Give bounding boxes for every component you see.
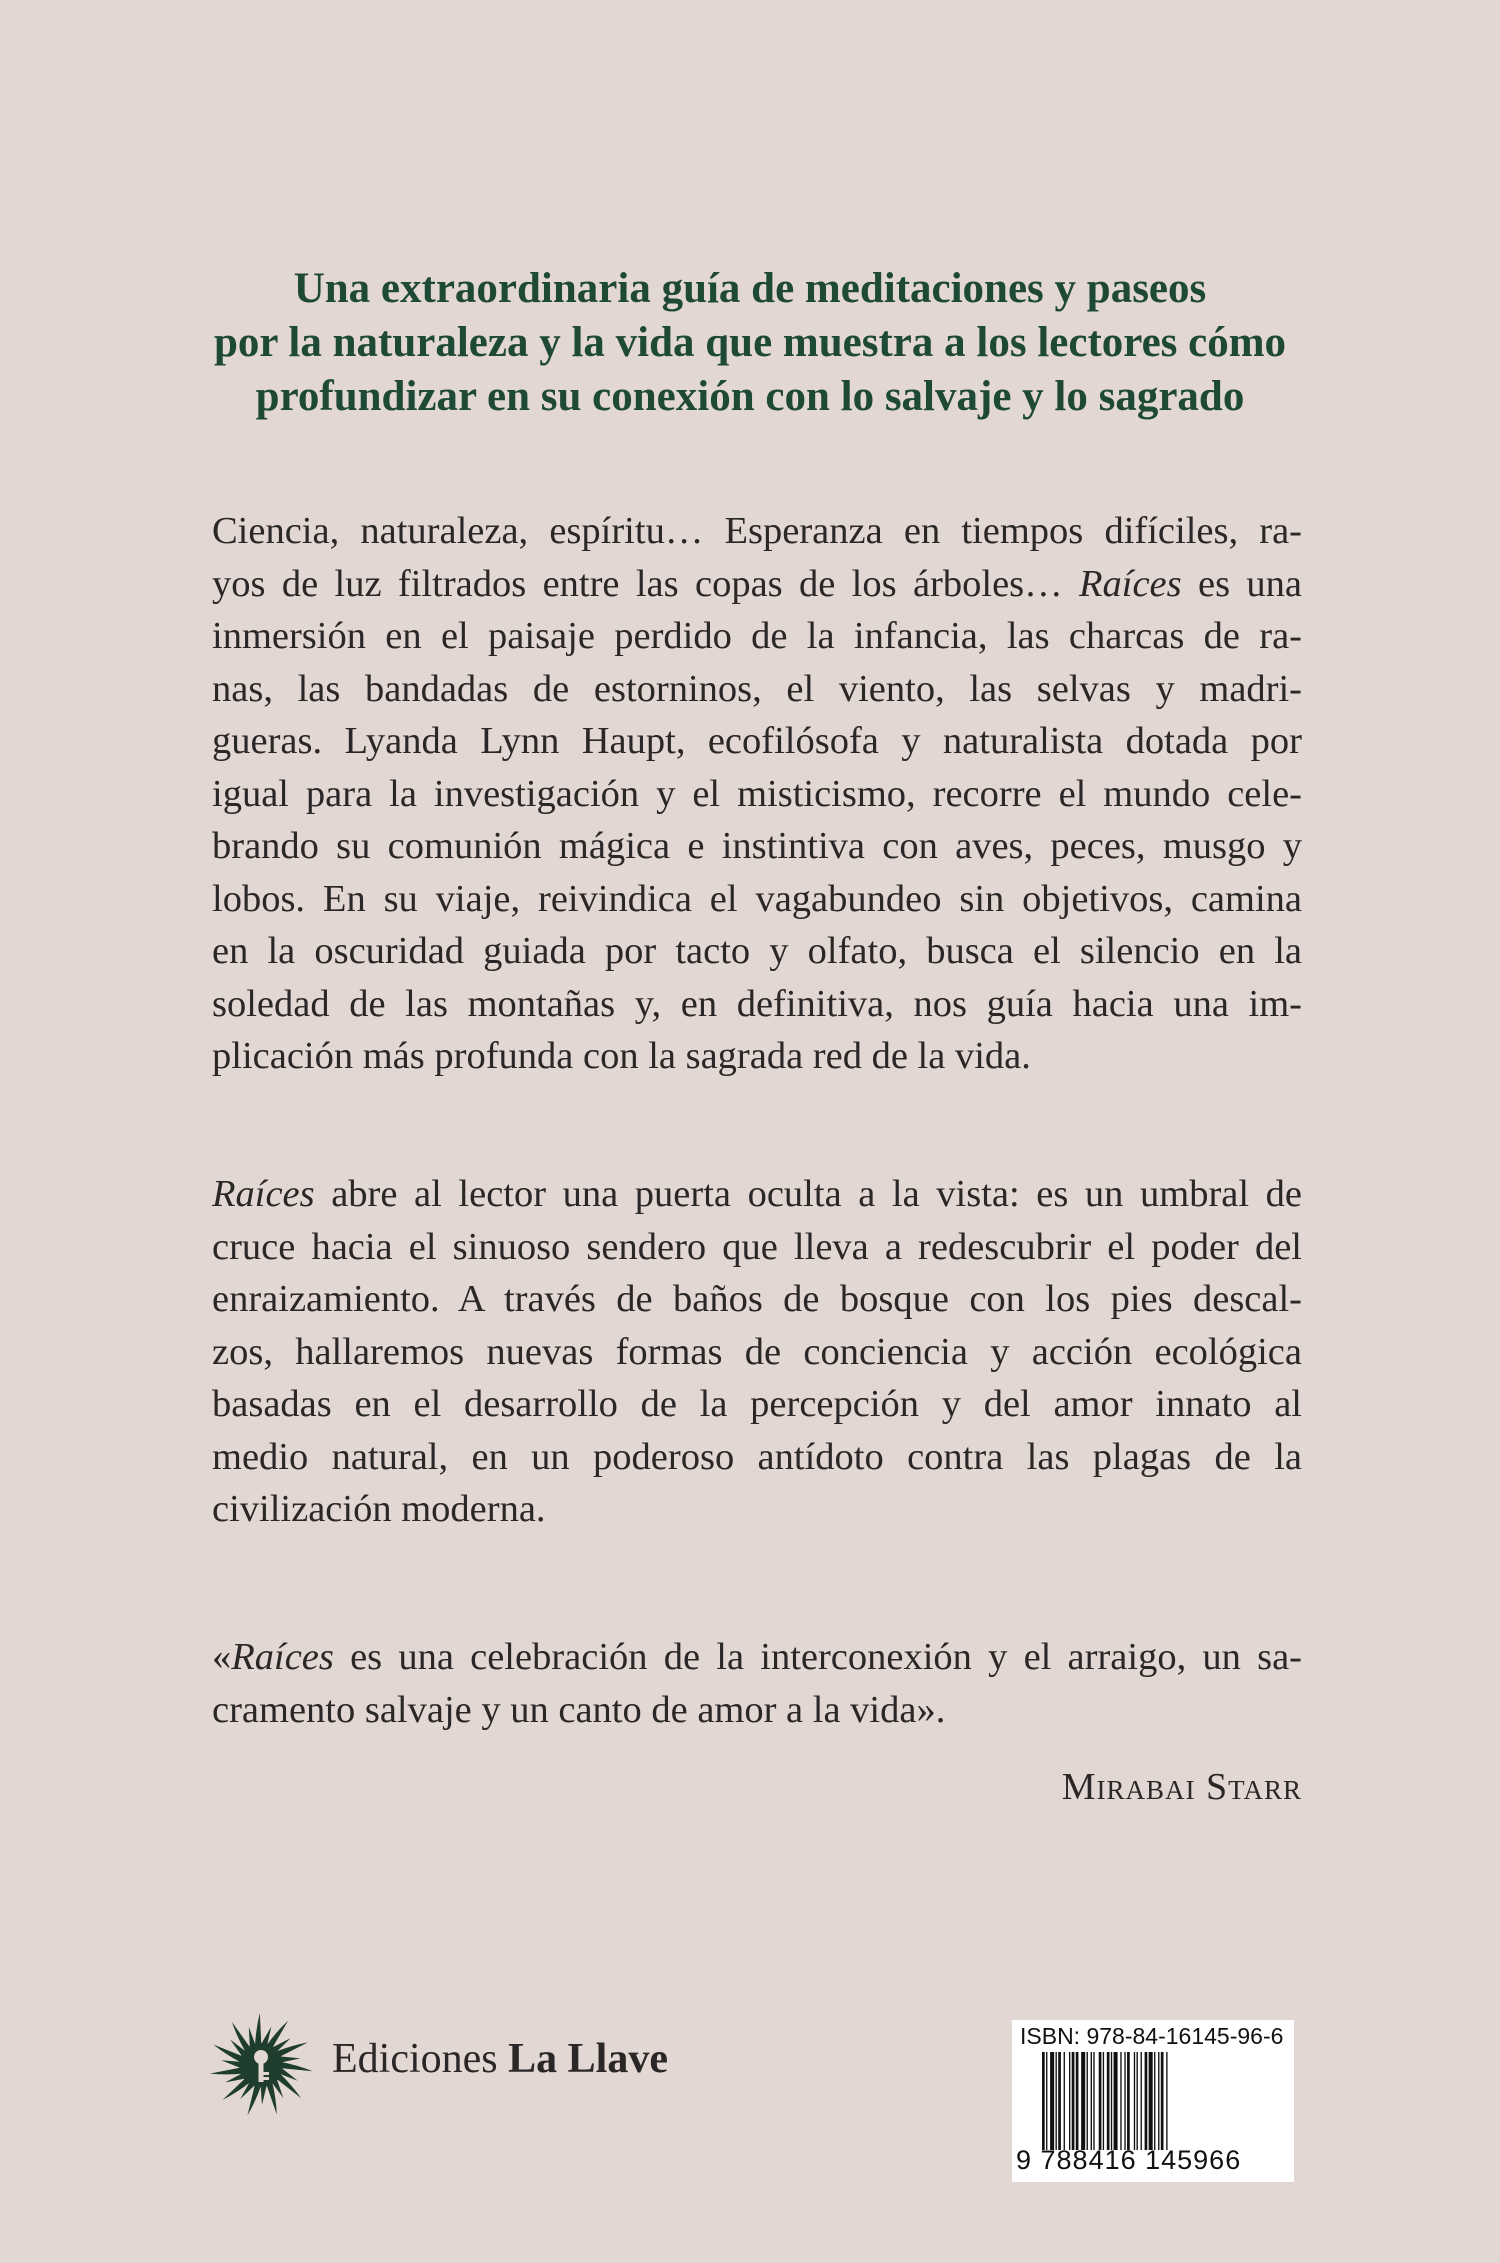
text-line: enraizamiento. A través de baños de bosque con los pies descal-: [212, 1278, 1302, 1320]
isbn-label: ISBN: 978-84-16145-96-6: [1020, 2023, 1284, 2049]
isbn-barcode: [1012, 2020, 1294, 2182]
text-line: soledad de las montañas y, en definitiva, nos guía hacia una im-: [212, 982, 1302, 1025]
text-line: yos de luz filtrados entre las copas de los árboles… Raíces es una: [212, 562, 1302, 605]
sun-key-emblem-icon: [206, 2010, 316, 2120]
text-line: inmersión en el paisaje perdido de la infancia, las charcas de ra-: [212, 615, 1302, 657]
text-line: gueras. Lyanda Lynn Haupt, ecofilósofa y naturalista dotada por: [212, 720, 1302, 762]
text-line: basadas en el desarrollo de la percepción y del amor innato al: [212, 1383, 1302, 1425]
text-line: Ciencia, naturaleza, espíritu… Esperanza en tiempos difíciles, ra-: [212, 510, 1302, 552]
synopsis-paragraph-1: [212, 505, 1302, 1083]
text-line: zos, hallaremos nuevas formas de conciencia y acción ecológica: [212, 1330, 1302, 1373]
text-line: civilización moderna.: [212, 1488, 546, 1530]
text-line: plicación más profunda con la sagrada red de la vida.: [212, 1035, 1031, 1077]
text-line: lobos. En su viaje, reivindica el vagabundeo sin objetivos, camina: [212, 877, 1302, 920]
text-line: nas, las bandadas de estorninos, el viento, las selvas y madri-: [212, 667, 1302, 710]
text-line: medio natural, en un poderoso antídoto contra las plagas de la: [212, 1435, 1302, 1478]
ean-digits: 9 788416 145966: [1016, 2145, 1242, 2175]
book-title: Raíces: [1079, 562, 1182, 605]
publisher-name: [332, 2035, 668, 2083]
publisher-name-bold: La Llave: [508, 2036, 668, 2082]
headline-line: profundizar en su conexión con lo salvaje y lo sagrado: [255, 373, 1245, 420]
blurb-quote: [212, 1631, 1302, 1736]
book-title: Raíces: [212, 1173, 315, 1215]
publisher-name-regular: Ediciones: [332, 2036, 498, 2082]
text-line: cramento salvaje y un canto de amor a la vida».: [212, 1688, 946, 1731]
text-line: Raíces abre al lector una puerta oculta a la vista: es un umbral de: [212, 1173, 1302, 1215]
barcode-bars: [1042, 2052, 1286, 2150]
text-line: cruce hacia el sinuoso sendero que lleva a redescubrir el poder del: [212, 1225, 1302, 1268]
text-line: en la oscuridad guiada por tacto y olfato, busca el silencio en la: [212, 930, 1302, 972]
text-line: «Raíces es una celebración de la interconexión y el arraigo, un sa-: [212, 1636, 1302, 1678]
synopsis-paragraph-2: [212, 1168, 1302, 1536]
headline: [150, 262, 1350, 424]
book-title: Raíces: [231, 1636, 334, 1678]
quote-author: Mirabai Starr: [1061, 1766, 1302, 1808]
headline-line: por la naturaleza y la vida que muestra a los lectores cómo: [213, 319, 1287, 366]
text-line: igual para la investigación y el misticismo, recorre el mundo cele-: [212, 772, 1302, 815]
text-line: brando su comunión mágica e instintiva con aves, peces, musgo y: [212, 825, 1302, 867]
headline-line: Una extraordinaria guía de meditaciones y paseos: [293, 265, 1207, 312]
